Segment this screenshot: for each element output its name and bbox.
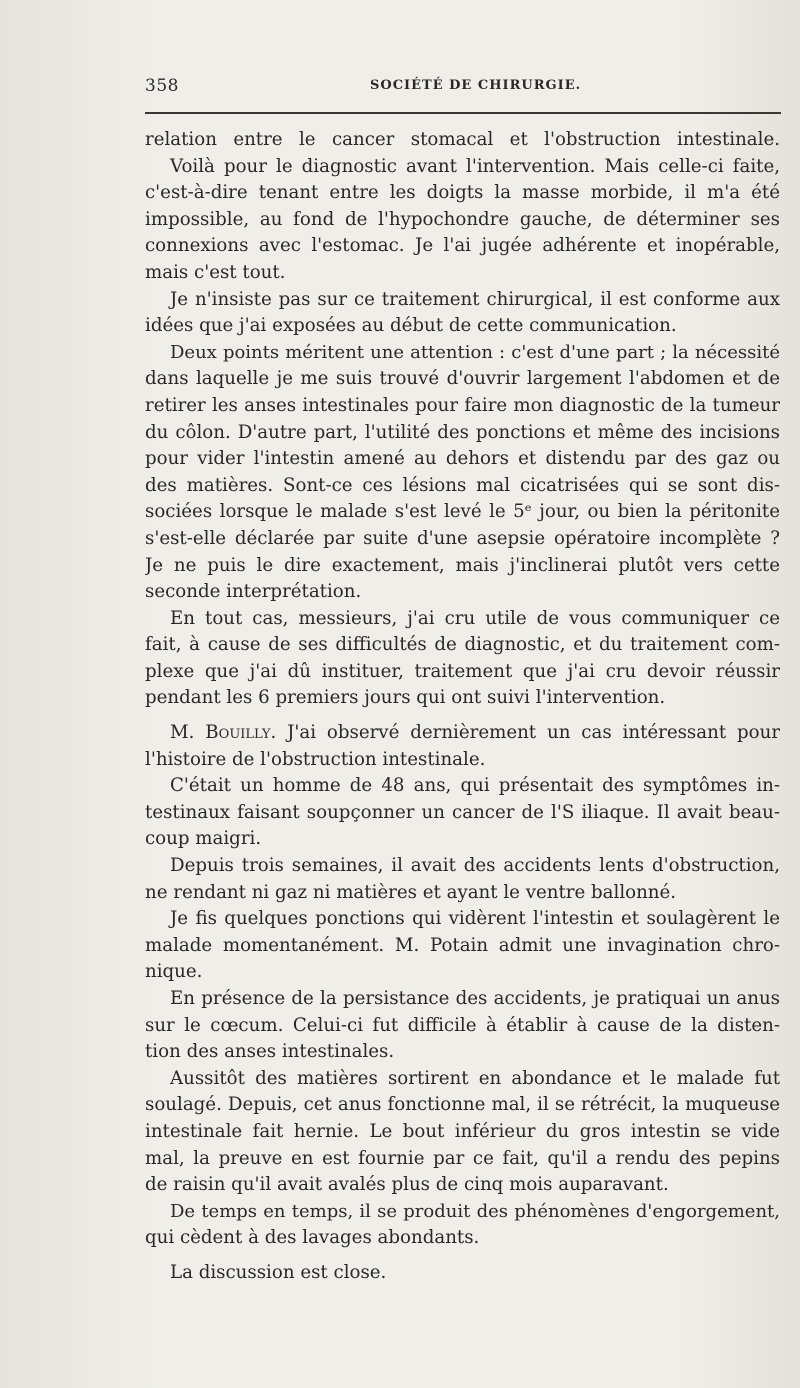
text-line: Je ne puis le dire exactement, mais j'inclinerai plutôt vers cette [145,554,780,576]
text-line: du côlon. D'autre part, l'utilité des ponctions et même des incisions [145,421,780,443]
text-line: connexions avec l'estomac. Je l'ai jugée adhérente et inopérable, [145,235,780,257]
text-line: mal, la preuve en est fournie par ce fait, qu'il a rendu des pepins [145,1147,780,1169]
header-rule [145,112,781,114]
text-line: de raisin qu'il avait avalés plus de cinq mois auparavant. [145,1174,669,1196]
text-line: De temps en temps, il se produit des phénomènes d'engorgement, [170,1200,780,1222]
text-line: c'est-à-dire tenant entre les doigts la masse morbide, il m'a été [145,182,780,204]
text-line: ne rendant ni gaz ni matières et ayant le ventre ballonné. [145,881,677,903]
text-line: En tout cas, messieurs, j'ai cru utile de vous communiquer ce [170,607,780,629]
text-line: nique. [145,961,203,983]
text-line: retirer les anses intestinales pour faire mon diagnostic de la tumeur [145,394,780,416]
text-line: sur le cœcum. Celui-ci fut difficile à établir à cause de la disten- [145,1014,780,1036]
text-line: plexe que j'ai dû instituer, traitement que j'ai cru devoir réussir [145,660,780,682]
text-line: l'histoire de l'obstruction intestinale. [145,748,486,770]
text-line: tion des anses intestinales. [145,1041,395,1063]
text-line: relation entre le cancer stomacal et l'obstruction intestinale. [145,129,780,150]
page-number: 358 [145,76,179,96]
body-text [145,127,780,1287]
speaker-name: Bouilly [205,722,271,744]
text-line: soulagé. Depuis, cet anus fonctionne mal, il se rétrécit, la muqueuse [145,1094,780,1116]
text-line: pendant les 6 premiers jours qui ont suivi l'intervention. [145,687,666,709]
text-line: s'est-elle déclarée par suite d'une asepsie opératoire incomplète ? [145,527,780,549]
text-line: impossible, au fond de l'hypochondre gauche, de déterminer ses [145,208,780,230]
text-line: Depuis trois semaines, il avait des accidents lents d'obstruction, [170,855,780,877]
text-line: Voilà pour le diagnostic avant l'intervention. Mais celle-ci faite, [170,155,780,177]
speaker-line [145,720,780,747]
text-line: intestinale fait hernie. Le bout inférieur du gros intestin se vide [145,1120,780,1142]
text-line: sociées lorsque le malade s'est levé le 5ᵉ jour, ou bien la péritonite [145,501,780,523]
text-line: Je n'insiste pas sur ce traitement chirurgical, il est conforme aux [170,288,780,310]
text-line: malade momentanément. M. Potain admit une invagination chro- [145,934,780,956]
text-line: Aussitôt des matières sortirent en abondance et le malade fut [170,1067,780,1089]
paragraph-gap [145,712,780,720]
text-line: Deux points méritent une attention : c'est d'une part ; la nécessité [170,341,780,363]
text-line: C'était un homme de 48 ans, qui présentait des symptômes in- [170,775,780,797]
text-line: qui cèdent à des lavages abondants. [145,1227,480,1249]
text-line: Je fis quelques ponctions qui vidèrent l'intestin et soulagèrent le [170,908,780,930]
text-line: mais c'est tout. [145,261,286,283]
text-line: fait, à cause de ses difficultés de diagnostic, et du traitement com- [145,634,780,656]
text-line: seconde interprétation. [145,581,362,603]
running-head: SOCIÉTÉ DE CHIRURGIE. [370,78,582,93]
text-line: dans laquelle je me suis trouvé d'ouvrir largement l'abdomen et de [145,368,780,390]
text-line: En présence de la persistance des accidents, je pratiquai un anus [170,988,780,1009]
speaker-prefix: M. [170,722,206,744]
text-line: pour vider l'intestin amené au dehors et distendu par des gaz ou [145,448,780,470]
text-line: testinaux faisant soupçonner un cancer de l'S iliaque. Il avait beau- [145,801,780,823]
paragraph-gap [145,1252,780,1260]
closing-line: La discussion est close. [170,1261,387,1283]
text-line: idées que j'ai exposées au début de cette communication. [145,315,677,337]
page-header [145,76,785,100]
speaker-rest: . J'ai observé dernièrement un cas intéressant pour [270,722,780,744]
text-line: coup maigri. [145,828,262,850]
text-line: des matières. Sont-ce ces lésions mal cicatrisées qui se sont dis- [145,474,780,496]
